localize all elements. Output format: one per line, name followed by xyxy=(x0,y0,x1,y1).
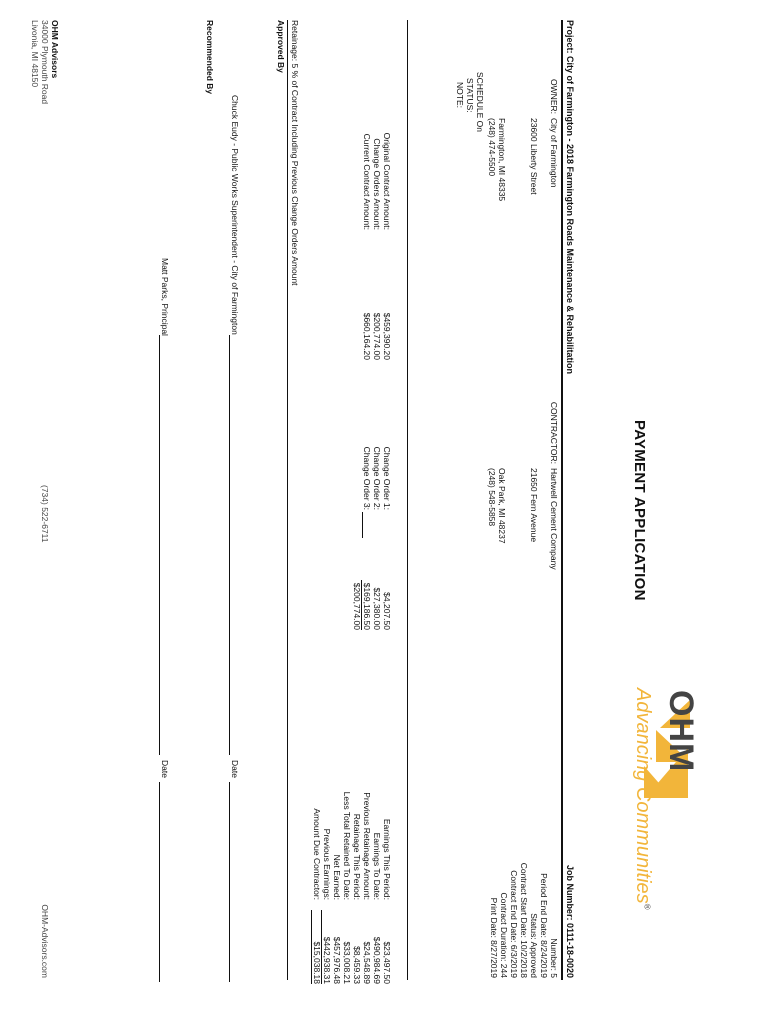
previous-retainage-value: $24,548.89 xyxy=(362,941,372,984)
retainage-rule xyxy=(287,20,288,980)
page-title: PAYMENT APPLICATION xyxy=(631,420,648,601)
period-end-date: Period End Date: 8/24/2019 xyxy=(539,873,549,978)
change-order-1-label: Change Order 1: xyxy=(382,446,392,510)
job-status: Status: Approved xyxy=(529,913,539,978)
recommended-by-label: Recommended By xyxy=(205,20,215,95)
recommender-name: Matt Parks, Principal xyxy=(160,258,170,336)
contractor-name: Hartwell Cement Company xyxy=(549,468,559,570)
change-order-1-value: $4,207.50 xyxy=(382,592,392,630)
section-rule xyxy=(407,20,408,980)
owner-address2: Farmington, MI 48335 xyxy=(497,118,507,202)
change-order-3-underline xyxy=(362,512,363,538)
tagline-text: Advancing Communities xyxy=(632,688,654,904)
logo-tagline xyxy=(631,688,654,910)
ohm-logo xyxy=(600,690,700,990)
contractor-address2: Oak Park, MI 48237 xyxy=(497,468,507,544)
retainage-this-period-label: Retainage This Period: xyxy=(352,813,362,900)
note-label: NOTE: xyxy=(455,82,465,108)
recommender-signature-line xyxy=(159,335,160,755)
recommender-date-label: Date xyxy=(160,760,170,778)
change-orders-label: Change Orders Amount: xyxy=(372,138,382,230)
contractor-phone: (248) 548-5858 xyxy=(487,468,497,527)
net-earned-label: Net Earned: xyxy=(332,854,342,900)
current-contract-label: Current Contract Amount: xyxy=(362,133,372,230)
job-number-line: Number: 5 xyxy=(549,938,559,978)
contractor-address1: 21650 Fern Avenue xyxy=(529,468,539,543)
contract-start-date: Contract Start Date: 10/2/2018 xyxy=(519,862,529,978)
logo-wordmark: OHM xyxy=(662,690,700,773)
header-rule xyxy=(562,20,564,980)
footer-phone: (734) 522-6711 xyxy=(40,485,50,543)
approver-signature-line xyxy=(229,335,230,755)
total-retained-label: Less Total Retained To Date: xyxy=(342,791,352,900)
job-number: Job Number: 0111-18-0020 xyxy=(565,864,575,978)
recommender-date-line xyxy=(159,782,160,982)
current-contract-value: $660,164.20 xyxy=(362,312,372,360)
project-label: Project: City of Farmington - 2018 Farmington Roads Maintenance & Rehabilitation xyxy=(565,20,575,375)
owner-address1: 23600 Liberty Street xyxy=(529,118,539,195)
previous-earnings-value: $442,938.31 xyxy=(322,936,332,984)
earnings-this-period-value: $23,497.50 xyxy=(382,941,392,984)
registered-mark: ® xyxy=(642,903,652,910)
change-order-3-label: Change Order 3: xyxy=(362,446,372,510)
earnings-this-period-label: Earnings This Period: xyxy=(382,818,392,900)
footer-address2: Livonia, MI 48150 xyxy=(30,20,40,88)
change-order-2-label: Change Order 2: xyxy=(372,446,382,510)
change-orders-total: $200,774.00 xyxy=(352,582,362,630)
original-contract-value: $459,390.20 xyxy=(382,312,392,360)
footer-website: OHM-Advisors.com xyxy=(40,904,50,978)
total-retained-value: $33,008.21 xyxy=(342,941,352,984)
owner-phone: (248) 474-5500 xyxy=(487,118,497,177)
status-label: STATUS: xyxy=(465,78,475,113)
retainage-note: Retainage: 5 % of Contract Including Previous Change Orders Amount xyxy=(290,20,300,286)
earnings-to-date-label: Earnings To Date: xyxy=(372,832,382,900)
print-date: Print Date: 8/27/2019 xyxy=(489,897,499,978)
change-order-2-value: $27,380.00 xyxy=(372,587,382,630)
previous-earnings-label: Previous Earnings: xyxy=(322,828,332,900)
footer-company: OHM Advisors xyxy=(50,20,60,79)
approver-date-line xyxy=(229,782,230,982)
earnings-to-date-value: $490,984.69 xyxy=(372,936,382,984)
footer-address1: 34000 Plymouth Road xyxy=(40,20,50,105)
contract-duration: Contract Duration: 244 xyxy=(499,892,509,978)
approver-date-label: Date xyxy=(230,760,240,778)
amount-due-value: $15,038.18 xyxy=(311,910,322,984)
owner-name: City of Farmington xyxy=(549,118,559,188)
schedule-label: SCHEDULE On xyxy=(475,72,485,132)
change-order-3-value: $169,186.50 xyxy=(362,582,372,630)
net-earned-value: $457,976.48 xyxy=(332,936,342,984)
retainage-this-period-value: $8,459.33 xyxy=(352,946,362,984)
approver-name: Chuck Eudy - Public Works Superintendent - City of Farmington xyxy=(230,95,240,335)
contractor-label: CONTRACTOR: xyxy=(549,401,559,464)
amount-due-label: Amount Due Contractor: xyxy=(312,808,322,900)
change-orders-value: $200,774.00 xyxy=(372,312,382,360)
original-contract-label: Original Contract Amount: xyxy=(382,132,392,230)
contract-end-date: Contract End Date: 6/3/2019 xyxy=(509,870,519,978)
approved-by-label: Approved By xyxy=(276,20,286,73)
owner-label: OWNER: xyxy=(549,79,559,114)
previous-retainage-label: Previous Retainage Amount: xyxy=(362,792,372,900)
